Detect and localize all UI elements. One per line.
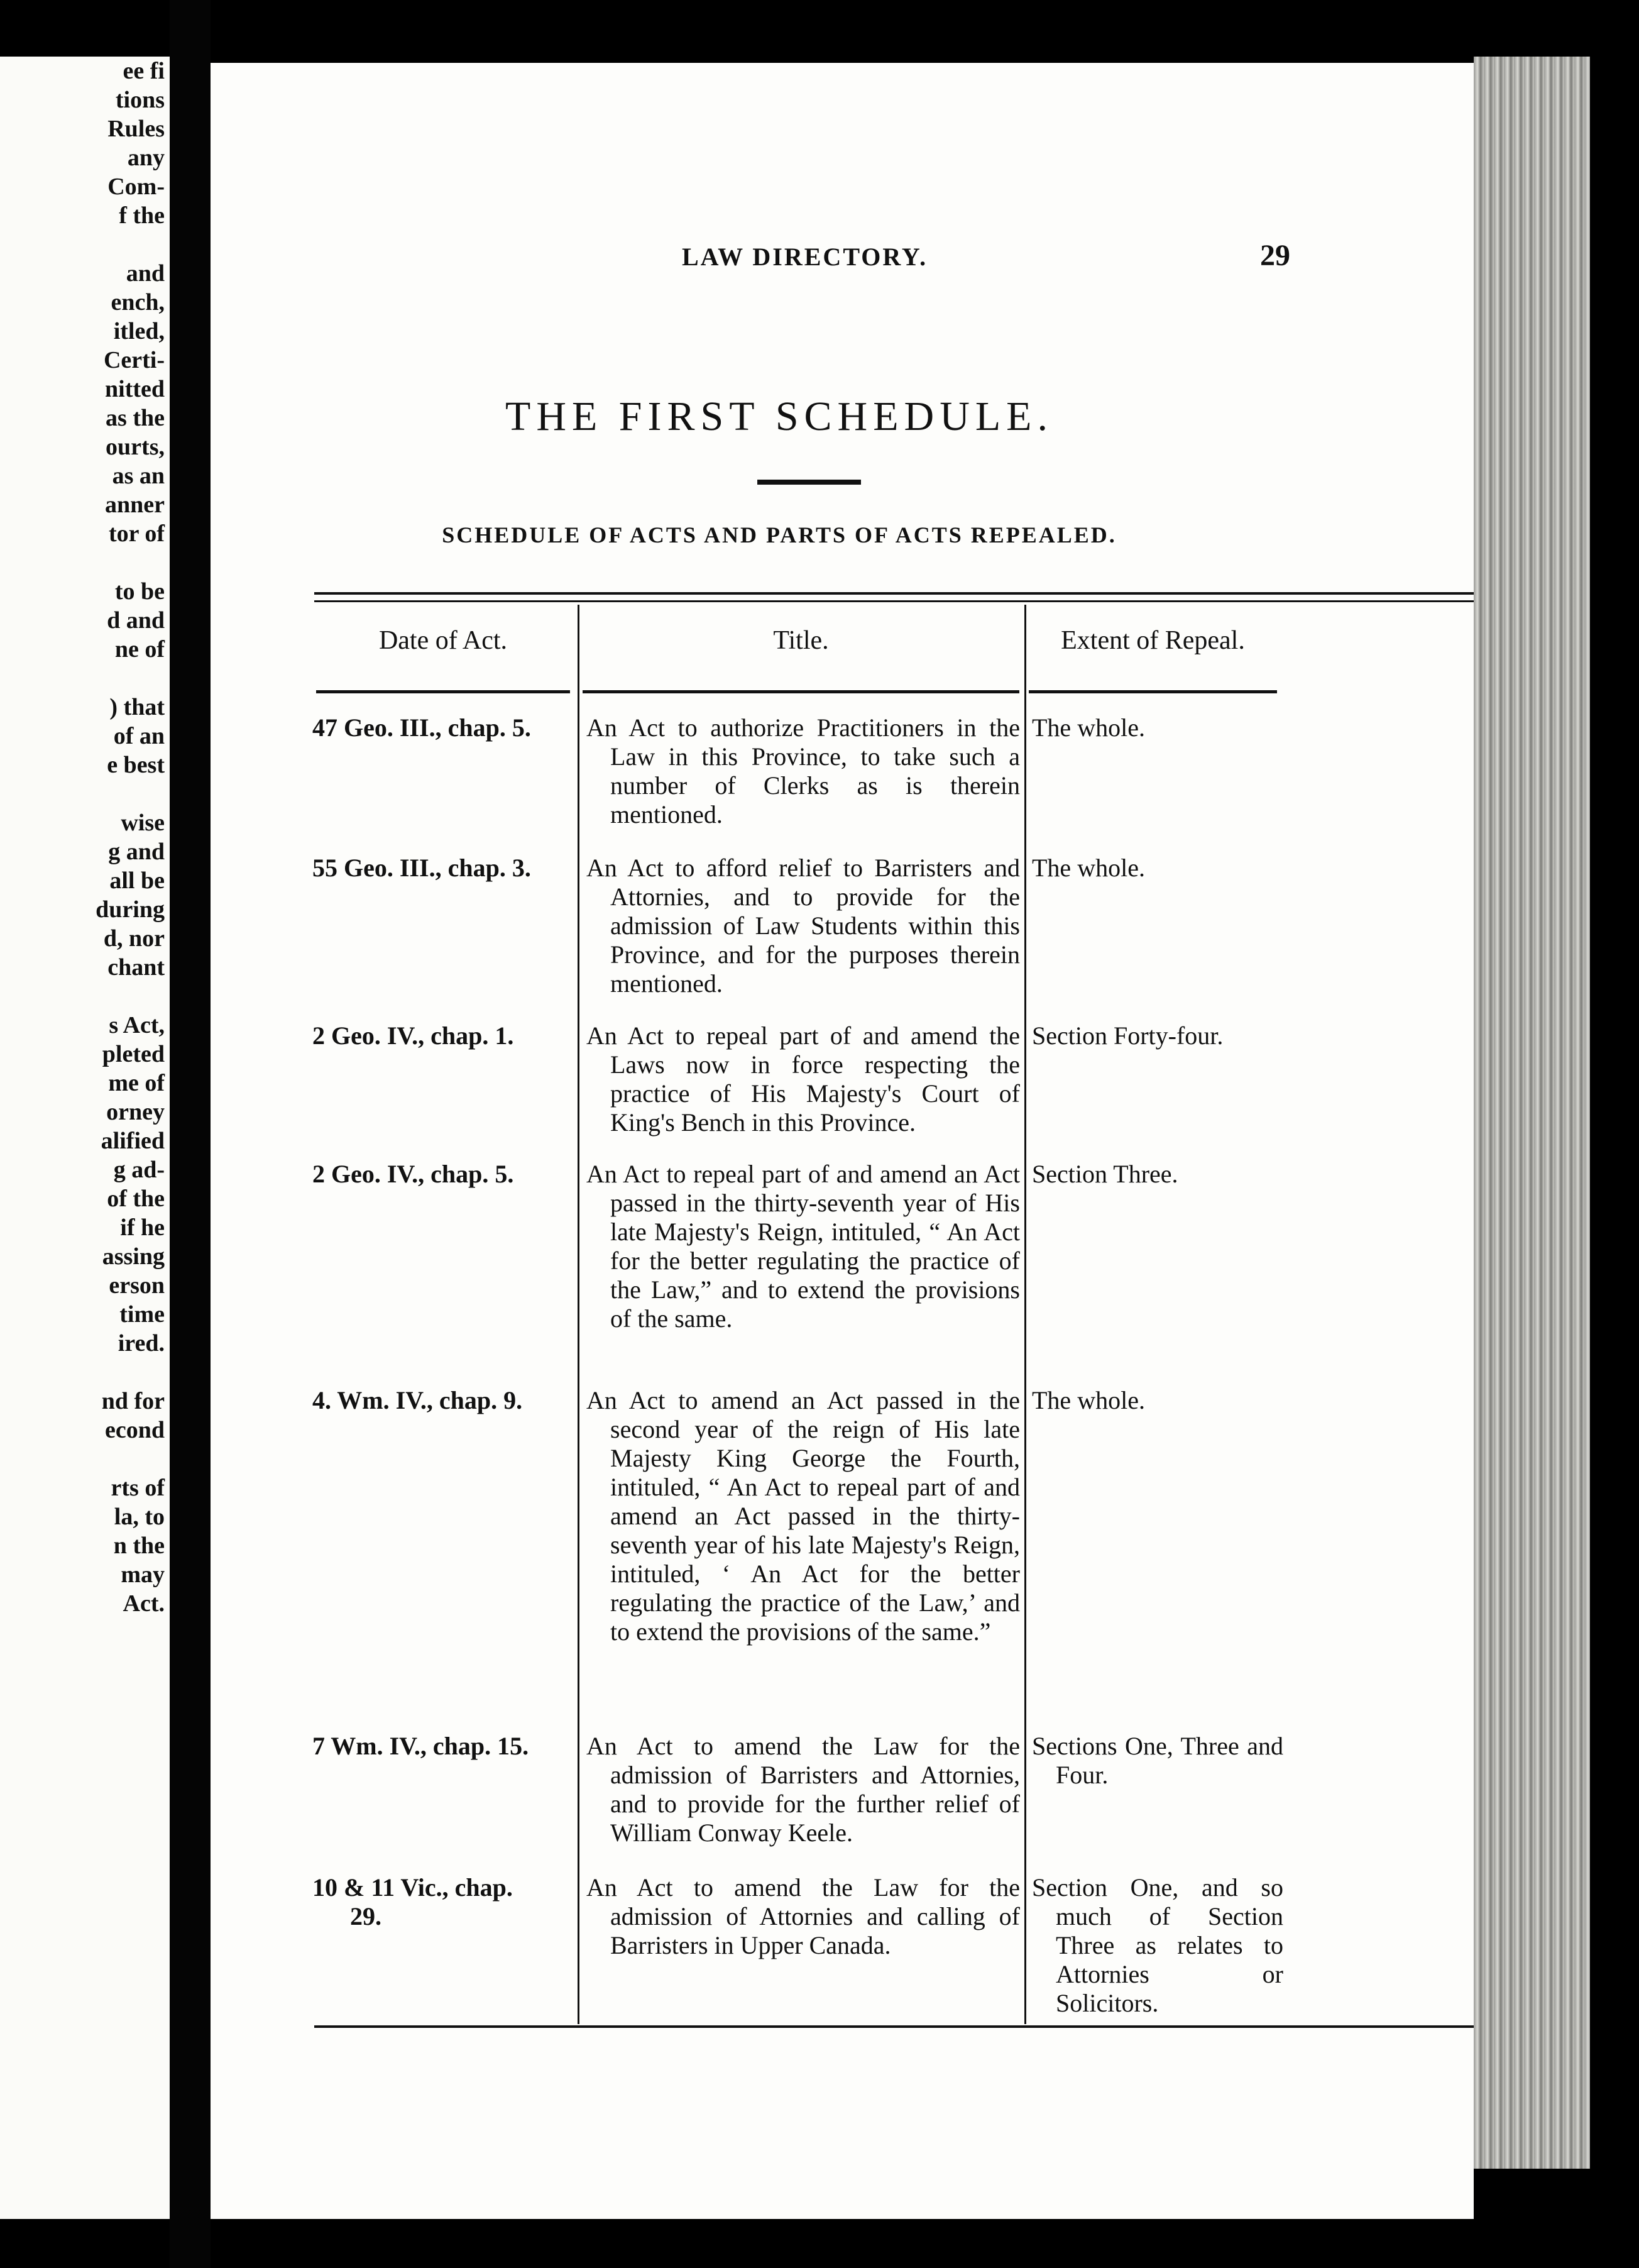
left-page-line: nd for: [101, 1388, 165, 1414]
row-title: An Act to amend the Law for the admission of Attornies and calling of Barristers in Upper Canada.: [586, 1873, 1020, 1959]
left-page-line: of an: [113, 723, 165, 749]
row-extent: Sections One, Three and Four.: [1032, 1732, 1283, 1789]
schedule-title: THE FIRST SCHEDULE.: [505, 394, 1053, 439]
left-page-line: anner: [105, 492, 165, 518]
left-page-line: chant: [107, 954, 165, 981]
row-date: 4. Wm. IV., chap. 9.: [312, 1386, 523, 1414]
row-title: An Act to afford relief to Barristers and Attornies, and to provide for the admission of Law Students within this Province, and for the purposes therein mentioned.: [586, 854, 1020, 998]
left-page-line: any: [127, 145, 165, 171]
left-page-line: as an: [112, 463, 165, 489]
row-title: An Act to amend an Act passed in the second year of the reign of His late Majesty King George the Fourth, intituled, “ An Act to repeal part of and amend an Act passed in the thirty-seventh year of his late Majesty's Reign, intituled, ‘ An Act for the better regulating the practice of the Law,’ and to extend the provisions of the same.”: [586, 1386, 1020, 1646]
left-page-line: [0, 779, 165, 808]
left-page-line: ee fi: [123, 58, 165, 84]
left-page-line: nitted: [105, 376, 165, 402]
left-page-text-fragments: [0, 57, 165, 1618]
column-header-title: Title.: [773, 626, 829, 655]
schedule-subtitle: SCHEDULE OF ACTS AND PARTS OF ACTS REPEALED.: [442, 522, 1117, 548]
document-page: [211, 63, 1474, 2219]
left-page-line: [0, 230, 165, 259]
book-page-edges: [1474, 57, 1590, 2169]
row-extent: Section Three.: [1032, 1160, 1178, 1188]
left-page-line: g ad-: [113, 1157, 165, 1183]
row-title: An Act to repeal part of and amend the Laws now in force respecting the practice of His Majesty's Court of King's Bench in this Province.: [586, 1021, 1020, 1137]
left-page-line: tions: [115, 87, 165, 113]
column-header-date: Date of Act.: [378, 626, 508, 655]
column-divider-1: [578, 605, 579, 2024]
scan-background: [1590, 0, 1639, 2268]
row-extent: Section Forty-four.: [1032, 1021, 1224, 1050]
left-page-line: f the: [119, 202, 165, 229]
row-date: 2 Geo. IV., chap. 1.: [312, 1021, 514, 1050]
left-page-line: g and: [108, 839, 165, 865]
left-page-line: [0, 1445, 165, 1473]
left-page-line: n the: [113, 1533, 165, 1559]
left-page-line: all be: [109, 867, 165, 894]
running-title: LAW DIRECTORY.: [682, 243, 928, 271]
left-page-line: Certi-: [103, 347, 165, 373]
left-page-line: may: [121, 1561, 165, 1588]
row-date: 10 & 11 Vic., chap. 29.: [312, 1873, 576, 1931]
left-facing-page: [0, 57, 170, 2219]
row-title: An Act to amend the Law for the admission of Barristers and Attornies, and to provide for the further relief of William Conway Keele.: [586, 1732, 1020, 1847]
left-page-line: alified: [101, 1128, 165, 1154]
row-date: 55 Geo. III., chap. 3.: [312, 854, 531, 882]
table-bottom-rule: [314, 2025, 1502, 2028]
left-page-line: pleted: [102, 1041, 165, 1067]
row-date: 47 Geo. III., chap. 5.: [312, 713, 531, 742]
left-page-line: as the: [106, 405, 165, 431]
left-page-line: ) that: [109, 694, 165, 720]
left-page-line: during: [96, 896, 165, 923]
left-page-line: assing: [102, 1243, 165, 1270]
left-page-line: erson: [109, 1272, 165, 1299]
row-extent: The whole.: [1032, 854, 1145, 882]
left-page-line: ourts,: [106, 434, 165, 460]
left-page-line: and: [126, 260, 165, 287]
left-page-line: d, nor: [103, 925, 165, 952]
column-divider-2: [1024, 605, 1026, 2024]
left-page-line: Act.: [123, 1590, 165, 1617]
book-gutter: [170, 0, 211, 2268]
row-title: An Act to authorize Practitioners in the Law in this Province, to take such a number of Clerks as is therein mentioned.: [586, 713, 1020, 828]
left-page-line: ne of: [114, 636, 165, 663]
left-page-line: if he: [120, 1214, 165, 1241]
row-date-continuation: 29.: [350, 1902, 381, 1930]
left-page-line: time: [119, 1301, 165, 1328]
left-page-line: me of: [108, 1070, 165, 1096]
table-top-rule: [314, 592, 1502, 595]
row-date: 7 Wm. IV., chap. 15.: [312, 1732, 529, 1760]
table-top-rule-double: [314, 600, 1502, 602]
title-rule: [757, 480, 861, 485]
left-page-line: s Act,: [109, 1012, 165, 1038]
left-page-line: e best: [107, 752, 165, 778]
left-page-line: [0, 1358, 165, 1387]
row-extent: The whole.: [1032, 713, 1145, 742]
row-title: An Act to repeal part of and amend an Act passed in the thirty-seventh year of His late Majesty's Reign, intituled, “ An Act for the better regulating the practice of the Law,” and to extend the provisions of the same.: [586, 1160, 1020, 1333]
page-number: 29: [1260, 239, 1290, 272]
left-page-line: to be: [114, 578, 165, 605]
left-page-line: tor of: [109, 520, 165, 547]
row-date: 2 Geo. IV., chap. 5.: [312, 1160, 514, 1188]
column-header-extent: Extent of Repeal.: [1061, 626, 1245, 655]
left-page-line: [0, 664, 165, 693]
left-page-line: d and: [107, 607, 165, 634]
left-page-line: la, to: [114, 1504, 165, 1530]
row-extent: Section One, and so much of Section Three as relates to Attornies or Solicitors.: [1032, 1873, 1283, 2017]
left-page-line: Com-: [107, 173, 165, 200]
header-rule: [583, 690, 1019, 693]
left-page-line: rts of: [111, 1475, 165, 1501]
left-page-line: ired.: [118, 1330, 165, 1357]
row-extent: The whole.: [1032, 1386, 1145, 1414]
left-page-line: wise: [121, 810, 165, 836]
left-page-line: of the: [107, 1186, 165, 1212]
left-page-line: Rules: [107, 116, 165, 142]
left-page-line: orney: [106, 1099, 165, 1125]
left-page-line: [0, 548, 165, 577]
left-page-line: econd: [105, 1417, 165, 1443]
left-page-line: [0, 982, 165, 1011]
header-rule: [316, 690, 570, 693]
left-page-line: itled,: [113, 318, 165, 344]
left-page-line: ench,: [111, 289, 165, 316]
header-rule: [1029, 690, 1277, 693]
